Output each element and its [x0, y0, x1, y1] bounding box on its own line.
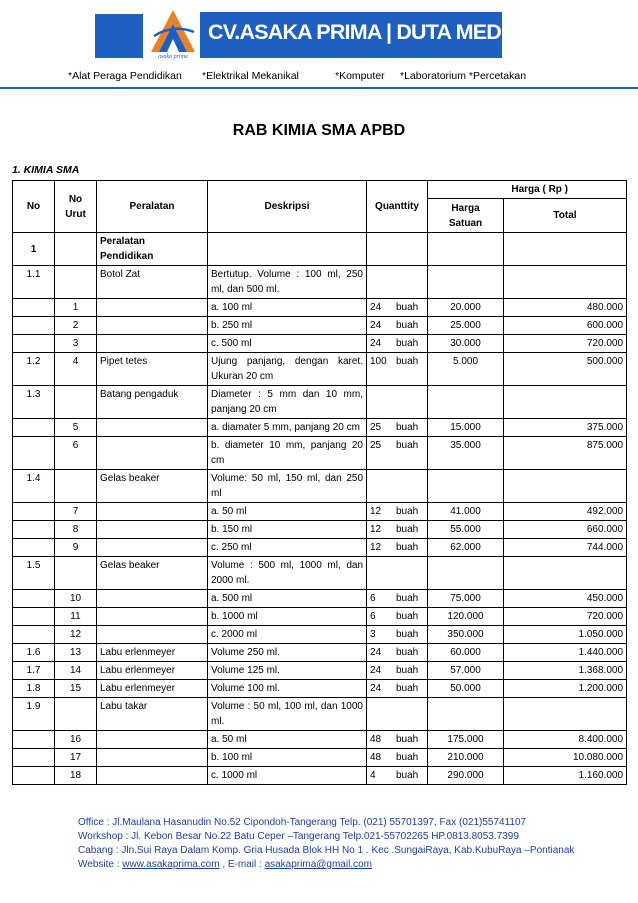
table-row: [13, 749, 627, 767]
qty-unit: buah: [396, 338, 419, 349]
cell-urut: [55, 386, 97, 419]
cell-total: 1.160.000: [504, 767, 627, 785]
table-row: [13, 419, 627, 437]
cell-urut: 7: [55, 503, 97, 521]
qty-value: 4: [370, 770, 376, 781]
cell-urut: 9: [55, 539, 97, 557]
cell-quantity: [367, 470, 428, 503]
cell-total: 1.368.000: [504, 662, 627, 680]
cell-total: 1.200.000: [504, 680, 627, 698]
cell-alat: [97, 749, 208, 767]
table-row: [13, 470, 627, 503]
cell-urut: [55, 233, 97, 266]
cell-harga: [428, 698, 504, 731]
table-row: [13, 386, 627, 419]
table-row: [13, 557, 627, 590]
cell-harga: 75.000: [428, 590, 504, 608]
table-row: [13, 662, 627, 680]
triangle-logo-icon: [148, 6, 198, 56]
cell-desk: b. 1000 ml: [208, 608, 367, 626]
cell-quantity: [367, 233, 428, 266]
footer-contact: [78, 858, 574, 872]
qty-value: 24: [370, 338, 382, 349]
cell-harga: 210.000: [428, 749, 504, 767]
cell-no: [13, 608, 55, 626]
cell-no: 1.8: [13, 680, 55, 698]
cell-harga: 55.000: [428, 521, 504, 539]
cell-desk: Volume 100 ml.: [208, 680, 367, 698]
cell-urut: 13: [55, 644, 97, 662]
cell-no: [13, 335, 55, 353]
document-title: RAB KIMIA SMA APBD: [232, 122, 406, 139]
cell-harga: 175.000: [428, 731, 504, 749]
cell-harga: 62.000: [428, 539, 504, 557]
cell-total: 8.400.000: [504, 731, 627, 749]
cell-quantity: [367, 662, 428, 680]
cell-harga: 5.000: [428, 353, 504, 386]
cell-alat: Peralatan Pendidikan: [97, 233, 208, 266]
rab-table-body: [13, 233, 627, 785]
qty-value: 3: [370, 629, 376, 640]
cell-urut: 11: [55, 608, 97, 626]
cell-no: 1.9: [13, 698, 55, 731]
cell-urut: 2: [55, 317, 97, 335]
tagline-3: *Komputer: [335, 70, 385, 82]
cell-urut: 6: [55, 437, 97, 470]
cell-quantity: [367, 590, 428, 608]
cell-harga: 41.000: [428, 503, 504, 521]
cell-urut: 16: [55, 731, 97, 749]
cell-desk: Bertutup. Volume : 100 ml, 250 ml, dan 500 ml.: [208, 266, 367, 299]
table-row: [13, 590, 627, 608]
footer-cabang: Cabang : Jln.Sui Raya Dalam Komp. Gria Husada Blok HH No 1 . Kec .SungaiRaya, Kab.KubuRaya –Pontianak: [78, 845, 575, 856]
cell-total: 10.080.000: [504, 749, 627, 767]
cell-alat: [97, 608, 208, 626]
cell-quantity: [367, 608, 428, 626]
table-row: [13, 521, 627, 539]
table-row: [13, 503, 627, 521]
qty-unit: buah: [396, 752, 419, 763]
cell-no: 1: [13, 233, 55, 266]
table-row: [13, 233, 627, 266]
cell-total: 500.000: [504, 353, 627, 386]
cell-no: [13, 539, 55, 557]
cell-desk: Diameter : 5 mm dan 10 mm, panjang 20 cm: [208, 386, 367, 419]
cell-no: [13, 626, 55, 644]
cell-alat: [97, 419, 208, 437]
qty-value: 100: [370, 356, 387, 367]
qty-unit: buah: [396, 665, 419, 676]
cell-quantity: [367, 626, 428, 644]
cell-desk: a. diamater 5 mm, panjang 20 cm: [208, 419, 367, 437]
qty-unit: buah: [396, 611, 419, 622]
cell-quantity: [367, 731, 428, 749]
qty-value: 12: [370, 506, 382, 517]
cell-urut: 3: [55, 335, 97, 353]
qty-value: 48: [370, 752, 382, 763]
cell-desk: a. 50 ml: [208, 731, 367, 749]
cell-total: [504, 557, 627, 590]
cell-quantity: [367, 557, 428, 590]
cell-desk: b. 250 ml: [208, 317, 367, 335]
cell-alat: Labu erlenmeyer: [97, 680, 208, 698]
header-divider: [0, 87, 638, 89]
tagline-4: *Laboratorium *Percetakan: [400, 70, 527, 82]
cell-desk: a. 500 ml: [208, 590, 367, 608]
cell-quantity: [367, 539, 428, 557]
cell-quantity: [367, 644, 428, 662]
cell-total: [504, 233, 627, 266]
qty-value: 25: [370, 440, 382, 451]
cell-desk: Volume : 500 ml, 1000 ml, dan 2000 ml.: [208, 557, 367, 590]
cell-desk: b. 100 ml: [208, 749, 367, 767]
qty-unit: buah: [396, 734, 419, 745]
cell-alat: Gelas beaker: [97, 470, 208, 503]
cell-harga: 30.000: [428, 335, 504, 353]
cell-urut: [55, 557, 97, 590]
table-row: [13, 698, 627, 731]
cell-urut: 5: [55, 419, 97, 437]
cell-quantity: [367, 749, 428, 767]
cell-quantity: [367, 521, 428, 539]
cell-total: [504, 698, 627, 731]
cell-no: 1.4: [13, 470, 55, 503]
cell-no: [13, 419, 55, 437]
tagline-1: *Alat Peraga Pendidikan: [68, 70, 182, 82]
cell-quantity: [367, 419, 428, 437]
cell-quantity: [367, 767, 428, 785]
cell-harga: 20.000: [428, 299, 504, 317]
cell-alat: Pipet tetes: [97, 353, 208, 386]
qty-value: 25: [370, 422, 382, 433]
cell-no: [13, 299, 55, 317]
qty-unit: buah: [396, 320, 419, 331]
qty-value: 12: [370, 542, 382, 553]
qty-value: 6: [370, 611, 376, 622]
cell-urut: 14: [55, 662, 97, 680]
header-total: Total: [504, 199, 627, 233]
cell-harga: [428, 386, 504, 419]
cell-quantity: [367, 698, 428, 731]
cell-harga: 15.000: [428, 419, 504, 437]
cell-total: [504, 386, 627, 419]
qty-unit: buah: [396, 302, 419, 313]
cell-no: [13, 749, 55, 767]
cell-urut: 4: [55, 353, 97, 386]
cell-harga: 35.000: [428, 437, 504, 470]
table-row: [13, 626, 627, 644]
table-row: [13, 539, 627, 557]
cell-quantity: [367, 335, 428, 353]
cell-no: [13, 731, 55, 749]
qty-unit: buah: [396, 683, 419, 694]
cell-urut: 17: [55, 749, 97, 767]
table-row: [13, 437, 627, 470]
cell-harga: 290.000: [428, 767, 504, 785]
cell-desk: Volume: 50 ml, 150 ml, dan 250 ml: [208, 470, 367, 503]
qty-value: 12: [370, 524, 382, 535]
cell-total: 600.000: [504, 317, 627, 335]
cell-alat: Batang pengaduk: [97, 386, 208, 419]
cell-alat: [97, 299, 208, 317]
cell-desk: c. 250 ml: [208, 539, 367, 557]
cell-no: [13, 503, 55, 521]
email-link[interactable]: asakaprima@gmail.com: [264, 859, 372, 870]
cell-alat: [97, 626, 208, 644]
qty-value: 24: [370, 665, 382, 676]
cell-no: 1.3: [13, 386, 55, 419]
cell-total: 875.000: [504, 437, 627, 470]
cell-quantity: [367, 503, 428, 521]
header-harga-satuan: Harga Satuan: [428, 199, 504, 233]
cell-quantity: [367, 680, 428, 698]
cell-desk: Volume : 50 ml, 100 ml, dan 1000 ml.: [208, 698, 367, 731]
website-label: Website :: [78, 859, 123, 870]
cell-desk: b. 150 ml: [208, 521, 367, 539]
rab-table: [12, 180, 627, 785]
header-no-urut: No Urut: [55, 181, 97, 233]
cell-urut: 15: [55, 680, 97, 698]
email-label: , E-mail :: [219, 859, 265, 870]
cell-total: 720.000: [504, 335, 627, 353]
header-deskripsi: Deskripsi: [208, 181, 367, 233]
table-row: [13, 608, 627, 626]
cell-harga: 350.000: [428, 626, 504, 644]
cell-harga: 50.000: [428, 680, 504, 698]
table-row: [13, 731, 627, 749]
section-label: 1. KIMIA SMA: [12, 164, 80, 176]
cell-desk: b. diameter 10 mm, panjang 20 cm: [208, 437, 367, 470]
cell-harga: 57.000: [428, 662, 504, 680]
cell-quantity: [367, 317, 428, 335]
qty-unit: buah: [396, 356, 419, 367]
cell-alat: [97, 317, 208, 335]
cell-total: 492.000: [504, 503, 627, 521]
qty-unit: buah: [396, 440, 419, 451]
cell-desk: c. 1000 ml: [208, 767, 367, 785]
cell-no: [13, 521, 55, 539]
qty-unit: buah: [396, 629, 419, 640]
cell-desk: Ujung panjang, dengan karet. Ukuran 20 cm: [208, 353, 367, 386]
header-harga: Harga ( Rp ): [428, 181, 627, 199]
cell-alat: [97, 521, 208, 539]
qty-value: 24: [370, 647, 382, 658]
cell-desk: c. 2000 ml: [208, 626, 367, 644]
cell-no: [13, 437, 55, 470]
qty-unit: buah: [396, 524, 419, 535]
cell-harga: [428, 470, 504, 503]
cell-quantity: [367, 266, 428, 299]
cell-alat: [97, 590, 208, 608]
cell-desk: Volume 250 ml.: [208, 644, 367, 662]
header-no: No: [13, 181, 55, 233]
cell-quantity: [367, 299, 428, 317]
cell-desk: a. 100 ml: [208, 299, 367, 317]
cell-harga: [428, 266, 504, 299]
table-row: [13, 353, 627, 386]
company-footer: [78, 816, 574, 872]
cell-urut: [55, 698, 97, 731]
qty-unit: buah: [396, 770, 419, 781]
cell-no: 1.2: [13, 353, 55, 386]
cell-alat: [97, 539, 208, 557]
cell-urut: [55, 470, 97, 503]
cell-desk: a. 50 ml: [208, 503, 367, 521]
cell-total: 1.440.000: [504, 644, 627, 662]
qty-value: 24: [370, 320, 382, 331]
cell-desk: [208, 233, 367, 266]
cell-urut: 10: [55, 590, 97, 608]
cell-desk: c. 500 ml: [208, 335, 367, 353]
header-quantity: Quanttity: [367, 181, 428, 233]
qty-unit: buah: [396, 647, 419, 658]
cell-total: 1.050.000: [504, 626, 627, 644]
cell-total: 450.000: [504, 590, 627, 608]
website-link[interactable]: www.asakaprima.com: [122, 859, 220, 870]
logo-tagline: asaka prima: [158, 54, 188, 60]
cell-alat: Botol Zat: [97, 266, 208, 299]
cell-total: 720.000: [504, 608, 627, 626]
cell-alat: Gelas beaker: [97, 557, 208, 590]
cell-no: [13, 767, 55, 785]
cell-total: 744.000: [504, 539, 627, 557]
footer-workshop: Workshop : Jl. Kebon Besar No.22 Batu Ceper –Tangerang Telp.021-55702265 HP.0813.8053.7399: [78, 831, 519, 842]
cell-no: 1.7: [13, 662, 55, 680]
cell-no: 1.5: [13, 557, 55, 590]
cell-urut: [55, 266, 97, 299]
qty-value: 24: [370, 683, 382, 694]
qty-value: 24: [370, 302, 382, 313]
letterhead: [0, 0, 638, 92]
cell-harga: 120.000: [428, 608, 504, 626]
tagline-2: *Elektrikal Mekanikal: [202, 70, 299, 82]
company-banner: [200, 12, 601, 58]
cell-total: 375.000: [504, 419, 627, 437]
company-name: CV.ASAKA PRIMA | DUTA MEDIA GROUP: [208, 20, 601, 44]
table-row: [13, 335, 627, 353]
table-row: [13, 317, 627, 335]
cell-total: 480.000: [504, 299, 627, 317]
cell-urut: 12: [55, 626, 97, 644]
header-peralatan: Peralatan: [97, 181, 208, 233]
cell-total: [504, 266, 627, 299]
qty-unit: buah: [396, 542, 419, 553]
qty-value: 6: [370, 593, 376, 604]
table-row: [13, 767, 627, 785]
qty-value: 48: [370, 734, 382, 745]
cell-alat: [97, 731, 208, 749]
cell-alat: [97, 503, 208, 521]
cell-alat: Labu erlenmeyer: [97, 662, 208, 680]
cell-urut: 18: [55, 767, 97, 785]
cell-no: [13, 317, 55, 335]
cell-alat: [97, 437, 208, 470]
cell-alat: [97, 335, 208, 353]
footer-office: Office : Jl.Maulana Hasanudin No.52 Cipondoh-Tangerang Telp. (021) 55701397, Fax (021)55741107: [78, 817, 527, 828]
qty-unit: buah: [396, 506, 419, 517]
table-row: [13, 680, 627, 698]
cell-quantity: [367, 437, 428, 470]
cell-harga: [428, 557, 504, 590]
cell-harga: 25.000: [428, 317, 504, 335]
cell-urut: 1: [55, 299, 97, 317]
cell-total: [504, 470, 627, 503]
cell-total: 660.000: [504, 521, 627, 539]
cell-alat: [97, 767, 208, 785]
asaka-prima-logo: [148, 6, 198, 64]
qty-unit: buah: [396, 422, 419, 433]
table-row: [13, 644, 627, 662]
blue-square-logo: [95, 14, 143, 58]
cell-no: 1.6: [13, 644, 55, 662]
cell-desk: Volume 125 ml.: [208, 662, 367, 680]
cell-harga: [428, 233, 504, 266]
cell-quantity: [367, 353, 428, 386]
cell-alat: Labu takar: [97, 698, 208, 731]
table-row: [13, 266, 627, 299]
cell-urut: 8: [55, 521, 97, 539]
cell-no: 1.1: [13, 266, 55, 299]
cell-no: [13, 590, 55, 608]
cell-harga: 60.000: [428, 644, 504, 662]
cell-quantity: [367, 386, 428, 419]
table-row: [13, 299, 627, 317]
qty-unit: buah: [396, 593, 419, 604]
cell-alat: Labu erlenmeyer: [97, 644, 208, 662]
